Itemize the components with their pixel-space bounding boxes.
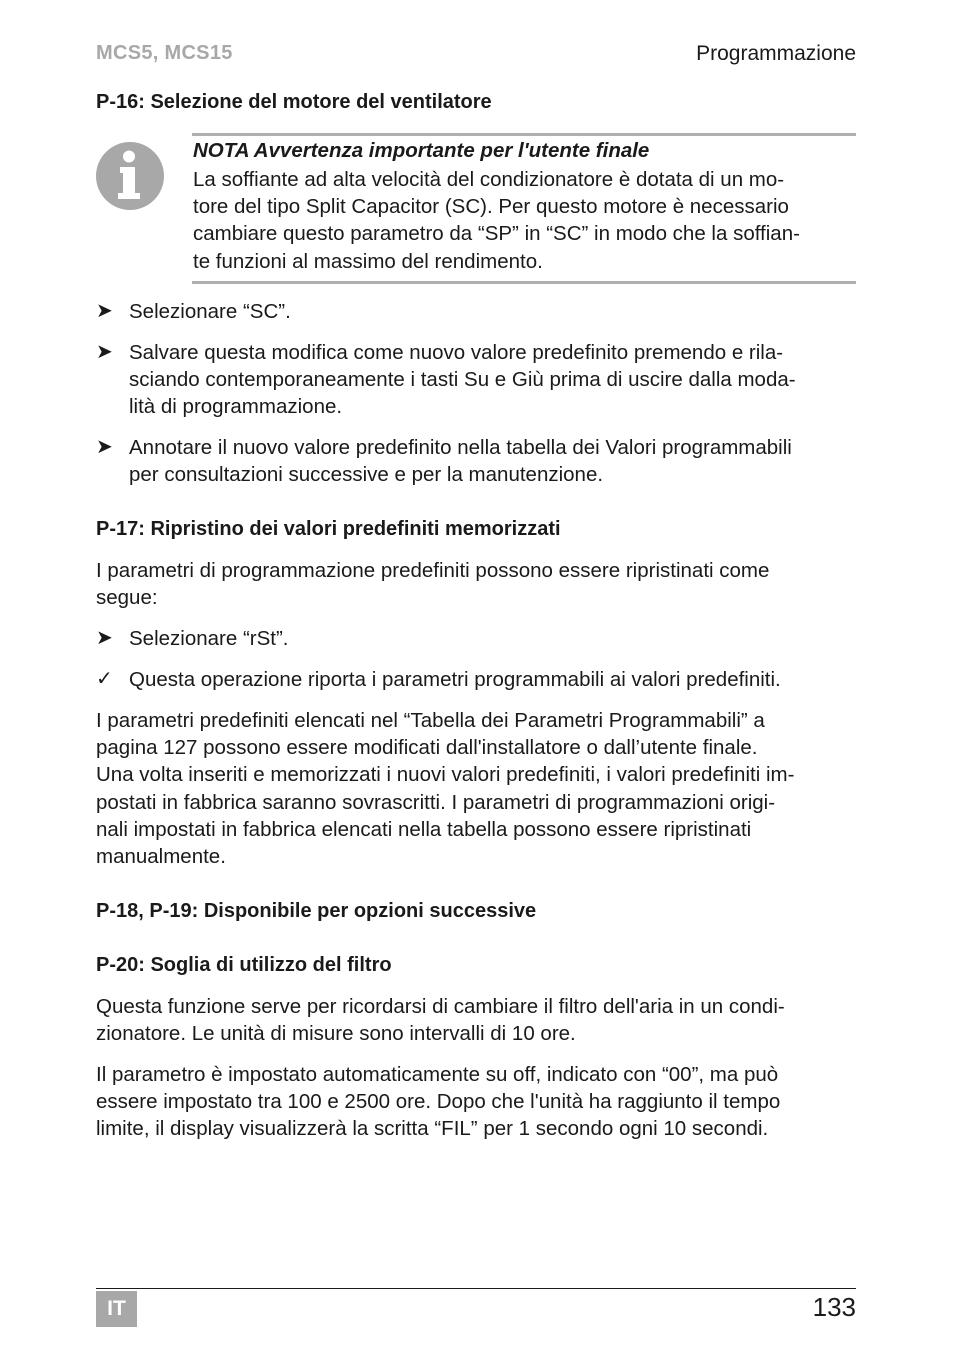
heading-p16: P-16: Selezione del motore del ventilatore — [96, 91, 492, 113]
text-line: pagina 127 possono essere modificati dall'installatore o dall’utente finale. — [96, 736, 758, 760]
text-line: postati in fabbrica saranno sovrascritti. I parametri di programmazioni origi- — [96, 790, 776, 814]
arrow-bullet-icon: ➤ — [96, 341, 113, 363]
list-item — [96, 666, 856, 693]
list-item-text: Questa operazione riporta i parametri programmabili ai valori predefiniti. — [129, 668, 781, 691]
list-item-text — [129, 434, 856, 488]
note-body — [193, 166, 857, 275]
list-item — [96, 298, 856, 325]
note-title: NOTA Avvertenza importante per l'utente finale — [193, 139, 650, 162]
list-item-text: Selezionare “SC”. — [129, 300, 291, 323]
note-line: tore del tipo Split Capacitor (SC). Per questo motore è necessario — [193, 195, 789, 219]
heading-p20: P-20: Soglia di utilizzo del filtro — [96, 954, 392, 976]
arrow-bullet-icon: ➤ — [96, 436, 113, 458]
note-line: cambiare questo parametro da “SP” in “SC” in modo che la soffian- — [193, 222, 800, 246]
list-item-text: Selezionare “rSt”. — [129, 627, 289, 650]
paragraph — [96, 1061, 856, 1143]
arrow-bullet-icon: ➤ — [96, 300, 113, 322]
note-line: La soffiante ad alta velocità del condizionatore è dotata di un mo- — [193, 168, 785, 191]
text-line: Salvare questa modifica come nuovo valore predefinito premendo e rila- — [129, 341, 784, 364]
paragraph — [96, 707, 856, 870]
header-section: Programmazione — [696, 42, 856, 65]
manual-page — [96, 0, 856, 1352]
text-line: I parametri predefiniti elencati nel “Tabella dei Parametri Programmabili” a — [96, 709, 765, 732]
text-line: manualmente. — [96, 845, 226, 869]
info-icon — [96, 142, 164, 210]
note-top-rule — [192, 133, 856, 136]
text-line: Annotare il nuovo valore predefinito nella tabella dei Valori programmabili — [129, 436, 792, 459]
text-line: zionatore. Le unità di misure sono intervalli di 10 ore. — [96, 1022, 576, 1046]
heading-p17: P-17: Ripristino dei valori predefiniti memorizzati — [96, 518, 561, 540]
note-line: te funzioni al massimo del rendimento. — [193, 249, 543, 273]
checkmark-icon: ✓ — [96, 668, 113, 690]
text-line: per consultazioni successive e per la manutenzione. — [129, 463, 604, 487]
text-line: sciando contemporaneamente i tasti Su e Giù prima di uscire dalla moda- — [129, 368, 796, 392]
language-badge: IT — [96, 1291, 137, 1327]
text-line: lità di programmazione. — [129, 395, 343, 419]
list-item — [96, 339, 856, 421]
footer-rule — [96, 1288, 856, 1289]
list-item-text — [129, 339, 856, 421]
header-product: MCS5, MCS15 — [96, 42, 233, 64]
note-bottom-rule — [192, 281, 856, 284]
text-line: Questa funzione serve per ricordarsi di cambiare il filtro dell'aria in un condi- — [96, 995, 785, 1018]
text-line: nali impostati in fabbrica elencati nella tabella possono essere ripristinati — [96, 817, 752, 841]
arrow-bullet-icon: ➤ — [96, 627, 113, 649]
page-number: 133 — [812, 1292, 856, 1322]
heading-p18: P-18, P-19: Disponibile per opzioni successive — [96, 900, 537, 922]
running-header — [96, 42, 856, 68]
text-line: limite, il display visualizzerà la scritta “FIL” per 1 secondo ogni 10 secondi. — [96, 1117, 769, 1141]
text-line: Il parametro è impostato automaticamente su off, indicato con “00”, ma può — [96, 1063, 779, 1086]
text-line: segue: — [96, 586, 158, 610]
text-line: essere impostato tra 100 e 2500 ore. Dopo che l'unità ha raggiunto il tempo — [96, 1090, 781, 1114]
paragraph — [96, 993, 856, 1047]
list-item — [96, 625, 856, 652]
paragraph — [96, 557, 856, 611]
list-item — [96, 434, 856, 488]
text-line: Una volta inseriti e memorizzati i nuovi valori predefiniti, i valori predefiniti im- — [96, 763, 795, 787]
text-line: I parametri di programmazione predefiniti possono essere ripristinati come — [96, 559, 770, 582]
